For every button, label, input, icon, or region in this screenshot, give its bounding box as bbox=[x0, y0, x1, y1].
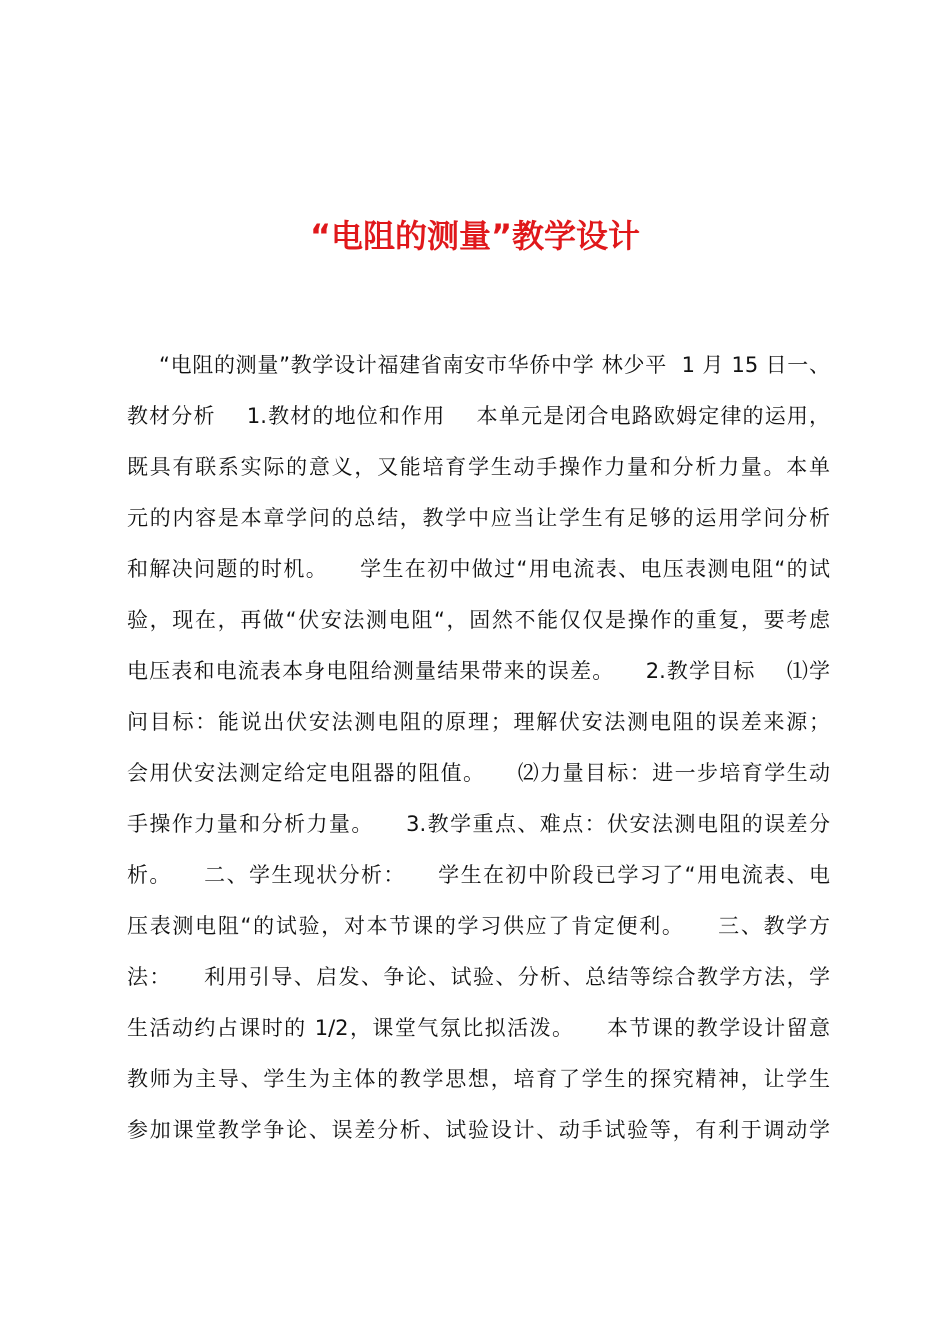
body-line: 法： 利用引导、启发、争论、试验、分析、总结等综合教学方法，学 bbox=[127, 965, 830, 989]
body-line: 教材分析 1.教材的地位和作用 本单元是闭合电路欧姆定律的运用， bbox=[127, 404, 830, 428]
body-line: 和解决问题的时机。 学生在初中做过“用电流表、电压表测电阻“的试 bbox=[127, 557, 830, 581]
body-line: 会用伏安法测定给定电阻器的阻值。 ⑵力量目标：进一步培育学生动 bbox=[127, 761, 830, 785]
body-line: 元的内容是本章学问的总结，教学中应当让学生有足够的运用学问分析 bbox=[127, 506, 830, 530]
body-line: 析。 二、学生现状分析： 学生在初中阶段已学习了“用电流表、电 bbox=[127, 863, 830, 887]
body-line: 压表测电阻“的试验，对本节课的学习供应了肯定便利。 三、教学方 bbox=[127, 914, 830, 938]
body-line: 手操作力量和分析力量。 3.教学重点、难点：伏安法测电阻的误差分 bbox=[127, 812, 830, 836]
body-line: 验，现在，再做“伏安法测电阻“，固然不能仅仅是操作的重复，要考虑 bbox=[127, 608, 830, 632]
body-line: 生活动约占课时的 1/2，课堂气氛比拟活泼。 本节课的教学设计留意 bbox=[127, 1016, 830, 1040]
body-line: 教师为主导、学生为主体的教学思想，培育了学生的探究精神，让学生 bbox=[127, 1067, 830, 1091]
body-line: “电阻的测量”教学设计福建省南安市华侨中学 林少平 1 月 15 日一、 bbox=[159, 353, 830, 377]
body-line: 既具有联系实际的意义，又能培育学生动手操作力量和分析力量。本单 bbox=[127, 455, 830, 479]
body-line: 问目标：能说出伏安法测电阻的原理；理解伏安法测电阻的误差来源； bbox=[127, 710, 830, 734]
document-title: “电阻的测量”教学设计 bbox=[309, 217, 641, 255]
document-body bbox=[127, 340, 830, 1156]
body-line: 参加课堂教学争论、误差分析、试验设计、动手试验等，有利于调动学 bbox=[127, 1118, 830, 1142]
body-line: 电压表和电流表本身电阻给测量结果带来的误差。 2.教学目标 ⑴学 bbox=[127, 659, 830, 683]
